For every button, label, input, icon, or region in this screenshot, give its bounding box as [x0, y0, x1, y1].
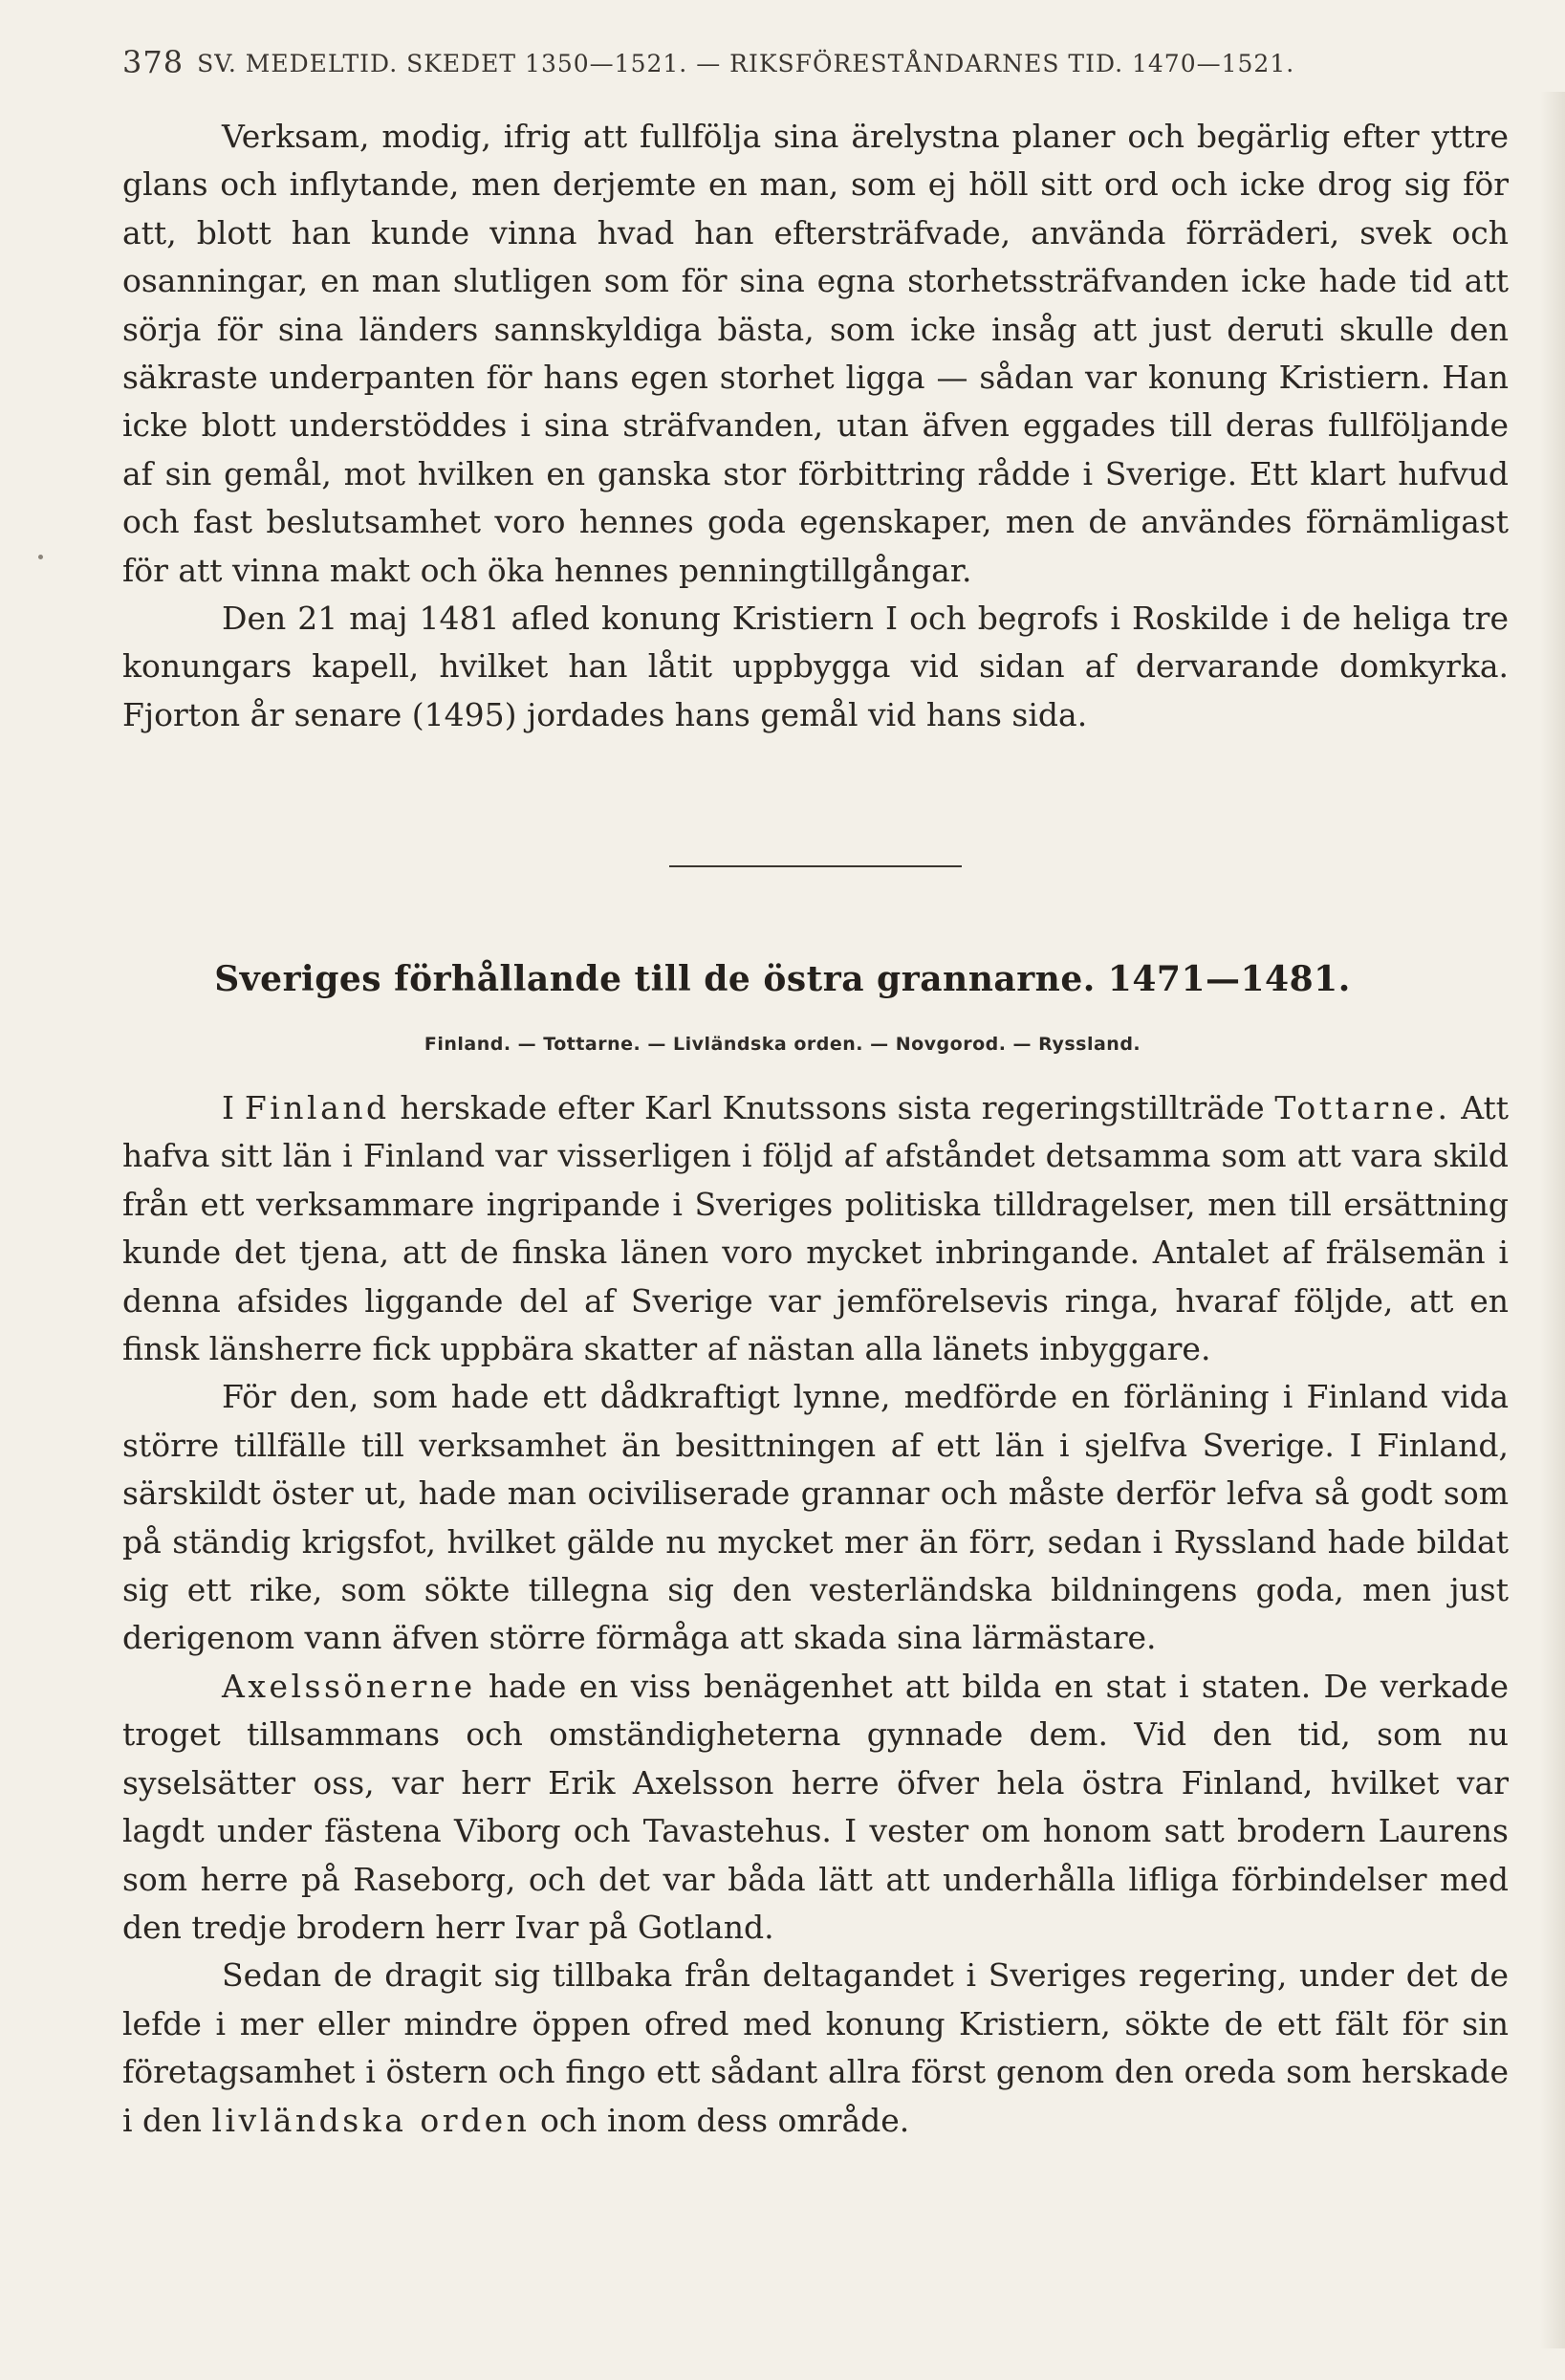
paragraph-text: herskade efter Karl Knutssons sista regeringstillträde: [389, 1089, 1275, 1126]
paragraph-text: Sedan de dragit sig tillbaka från deltagandet i Sveriges regering, under det de lefde i mer eller mindre öppen ofred med konung Kristiern, sökte de ett fält för sin företagsamhet i östern och fingo ett sådant allra först genom den oreda som herskade i den: [122, 1956, 1509, 2139]
page-edge-shadow: [1540, 92, 1565, 2348]
spaced-emphasis: Axelssönerne: [222, 1667, 476, 1705]
paragraph: Den 21 maj 1481 afled konung Kristiern I och begrofs i Roskilde i de heliga tre konungars kapell, hvilket han låtit uppbygga vid sidan af dervarande domkyrka. Fjorton år senare (1495) jordades hans gemål vid hans sida.: [122, 600, 1509, 733]
spaced-emphasis: Tottarne.: [1274, 1089, 1451, 1126]
spaced-emphasis: Finland: [244, 1089, 390, 1126]
section-subtitle: Finland. — Tottarne. — Livländska orden. — Novgorod. — Ryssland.: [424, 1034, 1141, 1055]
running-head: [122, 44, 1513, 80]
paragraph: [122, 1084, 1509, 1373]
paragraph-text: hade en viss benägenhet att bilda en stat i staten. De verkade troget tillsammans och omständigheterna gynnade dem. Vid den tid, som nu syselsätter oss, var herr Erik Axelsson herre öfver hela östra Finland, hvilket var lagdt under fästena Viborg och Tavastehus. I vester om honom satt brodern Laurens som herre på Raseborg, och det var båda lätt att underhålla lifliga förbindelser med den tredje brodern herr Ivar på Gotland.: [122, 1667, 1509, 1946]
paragraph-text: Att hafva sitt län i Finland var visserligen i följd af afståndet detsamma som att vara skild från ett verksammare ingripande i Sveriges politiska tilldragelser, men till ersättning kunde det tjena, att de finska länen voro mycket inbringande. Antalet af frälsemän i denna afsides liggande del af Sverige var jemförelsevis ringa, hvaraf följde, att en finsk länsherre fick uppbära skatter af nästan alla länets inbyggare.: [122, 1089, 1509, 1368]
paragraph: För den, som hade ett dådkraftigt lynne, medförde en förläning i Finland vida större tillfälle till verksamhet än besittningen af ett län i sjelfva Sverige. I Finland, särskildt öster ut, hade man ociviliserade grannar och måste derför lefva så godt som på ständig krigsfot, hvilket gälde nu mycket mer än förr, sedan i Ryssland hade bildat sig ett rike, som sökte tillegna sig den vesterländska bildningens goda, men just derigenom vann äfven större förmåga att skada sina lärmästare.: [122, 1378, 1509, 1657]
spaced-emphasis: livländska orden: [211, 2101, 531, 2139]
paragraph: [122, 1952, 1509, 2145]
ink-speck: [38, 555, 43, 559]
paragraph: [122, 1663, 1509, 1952]
paragraph-text: I: [222, 1089, 245, 1126]
section-separator-rule: [669, 865, 962, 867]
text-block-section: [122, 1084, 1509, 2145]
paragraph-text: och inom dess område.: [530, 2101, 910, 2139]
section-title: Sveriges förhållande till de östra grannarne. 1471—1481.: [214, 959, 1351, 999]
text-block-top: [122, 113, 1509, 739]
page-number: 378: [122, 44, 185, 80]
running-title: SV. MEDELTID. SKEDET 1350—1521. — RIKSFÖRESTÅNDARNES TID. 1470—1521.: [197, 50, 1295, 77]
paragraph: Verksam, modig, ifrig att fullfölja sina ärelystna planer och begärlig efter yttre glans och inflytande, men derjemte en man, som ej höll sitt ord och icke drog sig för att, blott han kunde vinna hvad han eftersträfvade, använda förräderi, svek och osanningar, en man slutligen som för sina egna storhetssträfvanden icke hade tid att sörja för sina länders sannskyldiga bästa, som icke insåg att just deruti skulle den säkraste underpanten för hans egen storhet ligga — sådan var konung Kristiern. Han icke blott understöddes i sina sträfvanden, utan äfven eggades till deras fullföljande af sin gemål, mot hvilken en ganska stor förbittring rådde i Sverige. Ett klart hufvud och fast beslutsamhet voro hennes goda egenskaper, men de användes förnämligast för att vinna makt och öka hennes penningtillgångar.: [122, 118, 1509, 589]
